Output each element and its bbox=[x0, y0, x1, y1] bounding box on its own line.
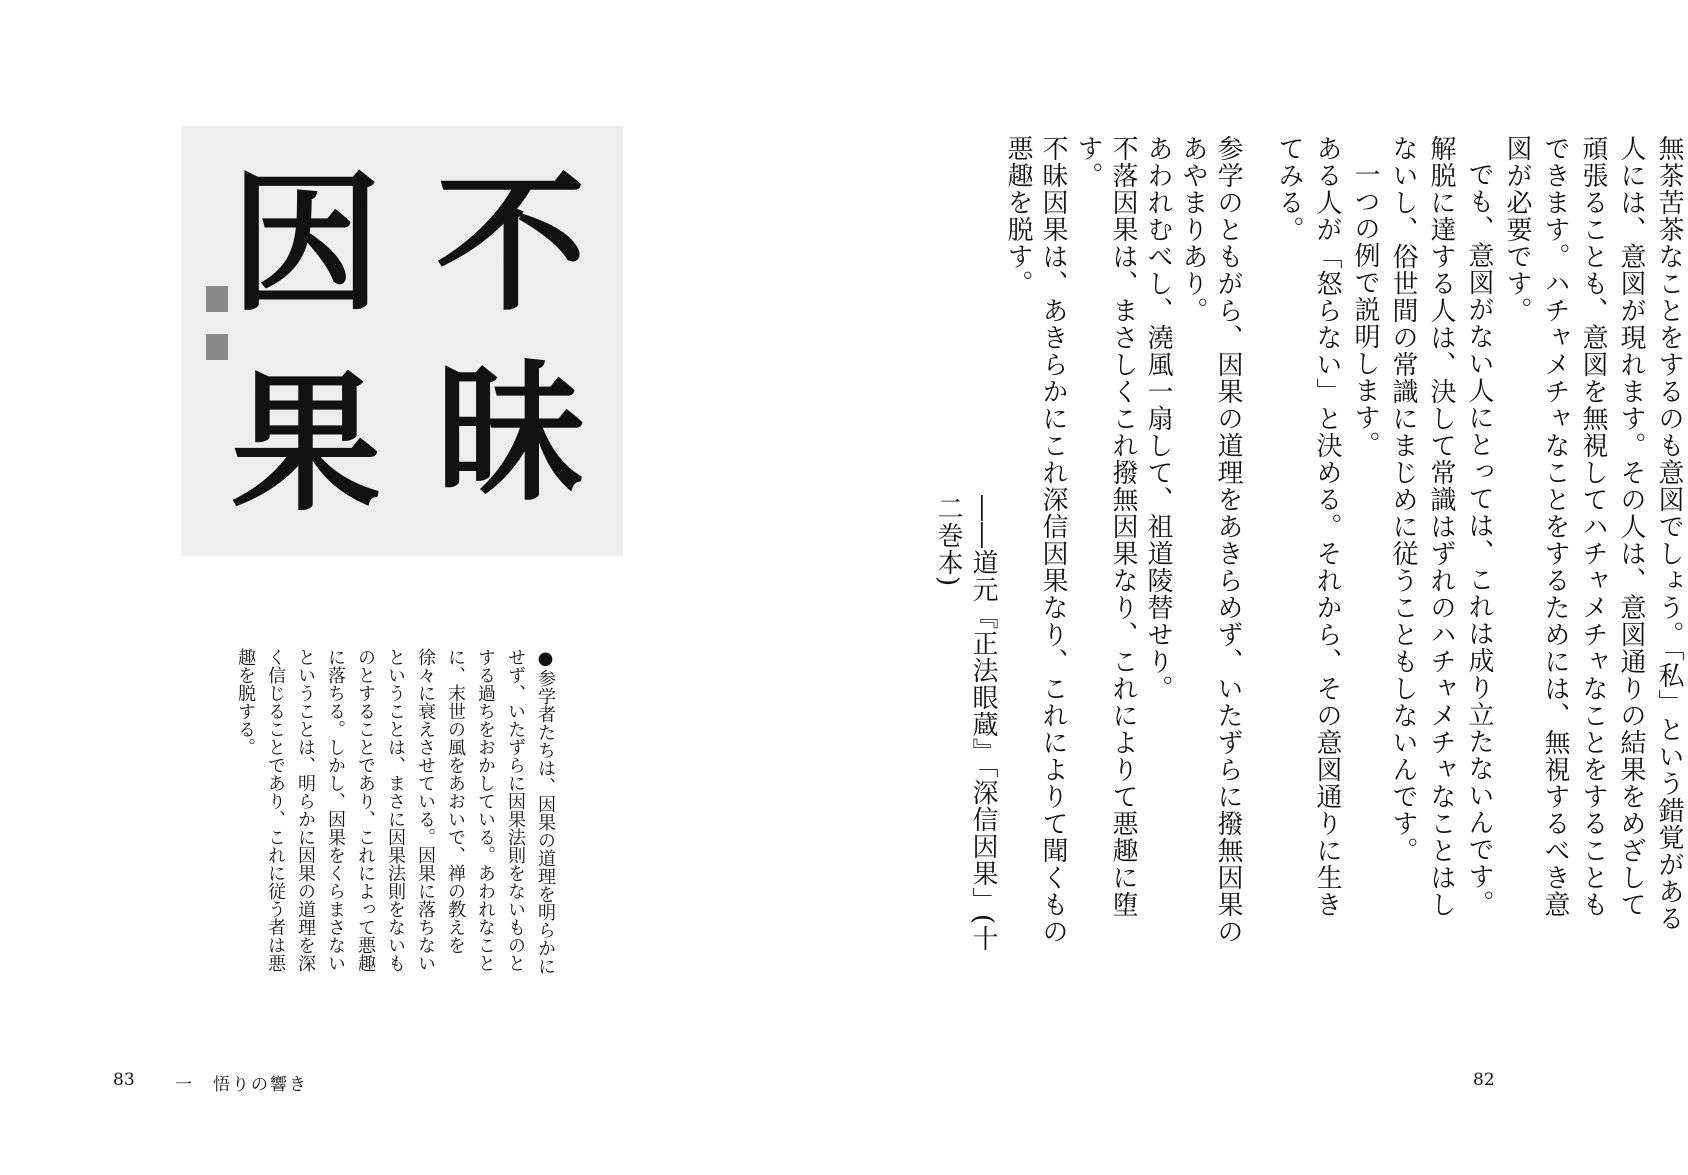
calligraphy-char: 昧 bbox=[436, 346, 587, 522]
calligraphy-char: 果 bbox=[231, 356, 382, 532]
page-number-right: 82 bbox=[1473, 1070, 1495, 1090]
quote-source: ――道元『正法眼蔵』「深信因果」(十二巻本) bbox=[933, 495, 998, 953]
running-head: 一 悟りの響き bbox=[175, 1075, 308, 1095]
quote-block bbox=[930, 135, 1245, 965]
calligraphy-artwork bbox=[181, 126, 623, 556]
seal-stamp bbox=[206, 334, 228, 360]
paragraph: 一つの例で説明します。 bbox=[1350, 161, 1380, 458]
commentary-note bbox=[235, 648, 560, 978]
page-number-left: 83 bbox=[113, 1070, 135, 1090]
paragraph: でも、意図がない人にとっては、これは成り立たないんです。解脱に達する人は、決して常識はずれのハチャメチャなことはしないし、俗世間の常識にまじめに従うこともしないんです。 bbox=[1388, 135, 1494, 918]
seal-stamp bbox=[206, 286, 228, 312]
quote-line: 参学のともがら、因果の道理をあきらめず、いたずらに撥無因果のあやまりあり。 bbox=[1178, 135, 1243, 945]
calligraphy-char: 不 bbox=[436, 156, 587, 332]
quote-line: 不昧因果は、あきらかにこれ深信因果なり、これによりて聞くもの悪趣を脱す。 bbox=[1003, 135, 1068, 945]
quote-line: あわれむべし、澆風一扇して、祖道陵替せり。 bbox=[1143, 135, 1173, 702]
quote-line: 不落因果は、まさしくこれ撥無因果なり、これによりて悪趣に堕す。 bbox=[1073, 135, 1138, 918]
paragraph: 無茶苦茶なことをするのも意図でしょう。「私」という錯覚がある人には、意図が現れます。その人は、意図通りの結果をめざして頑張ることも、意図を無視してハチャメチャなことをすることもできます。ハチャメチャなことをするためには、無視するべき意図が必要です。 bbox=[1502, 135, 1684, 932]
calligraphy-char: 因 bbox=[231, 156, 382, 332]
main-text bbox=[1270, 135, 1688, 935]
calligraphy-image bbox=[181, 126, 623, 556]
paragraph: ある人が「怒らない」と決める。それから、その意図通りに生きてみる。 bbox=[1274, 135, 1342, 918]
note-text: ●参学者たちは、因果の道理を明らかにせず、いたずらに因果法則をないものとする過ちをおかしている。あわれなことに、末世の風をあおいで、禅の教えを徐々に衰えさせている。因果に落ちないということは、まさに因果法則をないものとすることであり、これによって悪趣に落ちる。しかし、因果をくらまさないということは、明らかに因果の道理を深く信じることであり、これに従う者は悪趣を脱する。 bbox=[235, 648, 556, 975]
